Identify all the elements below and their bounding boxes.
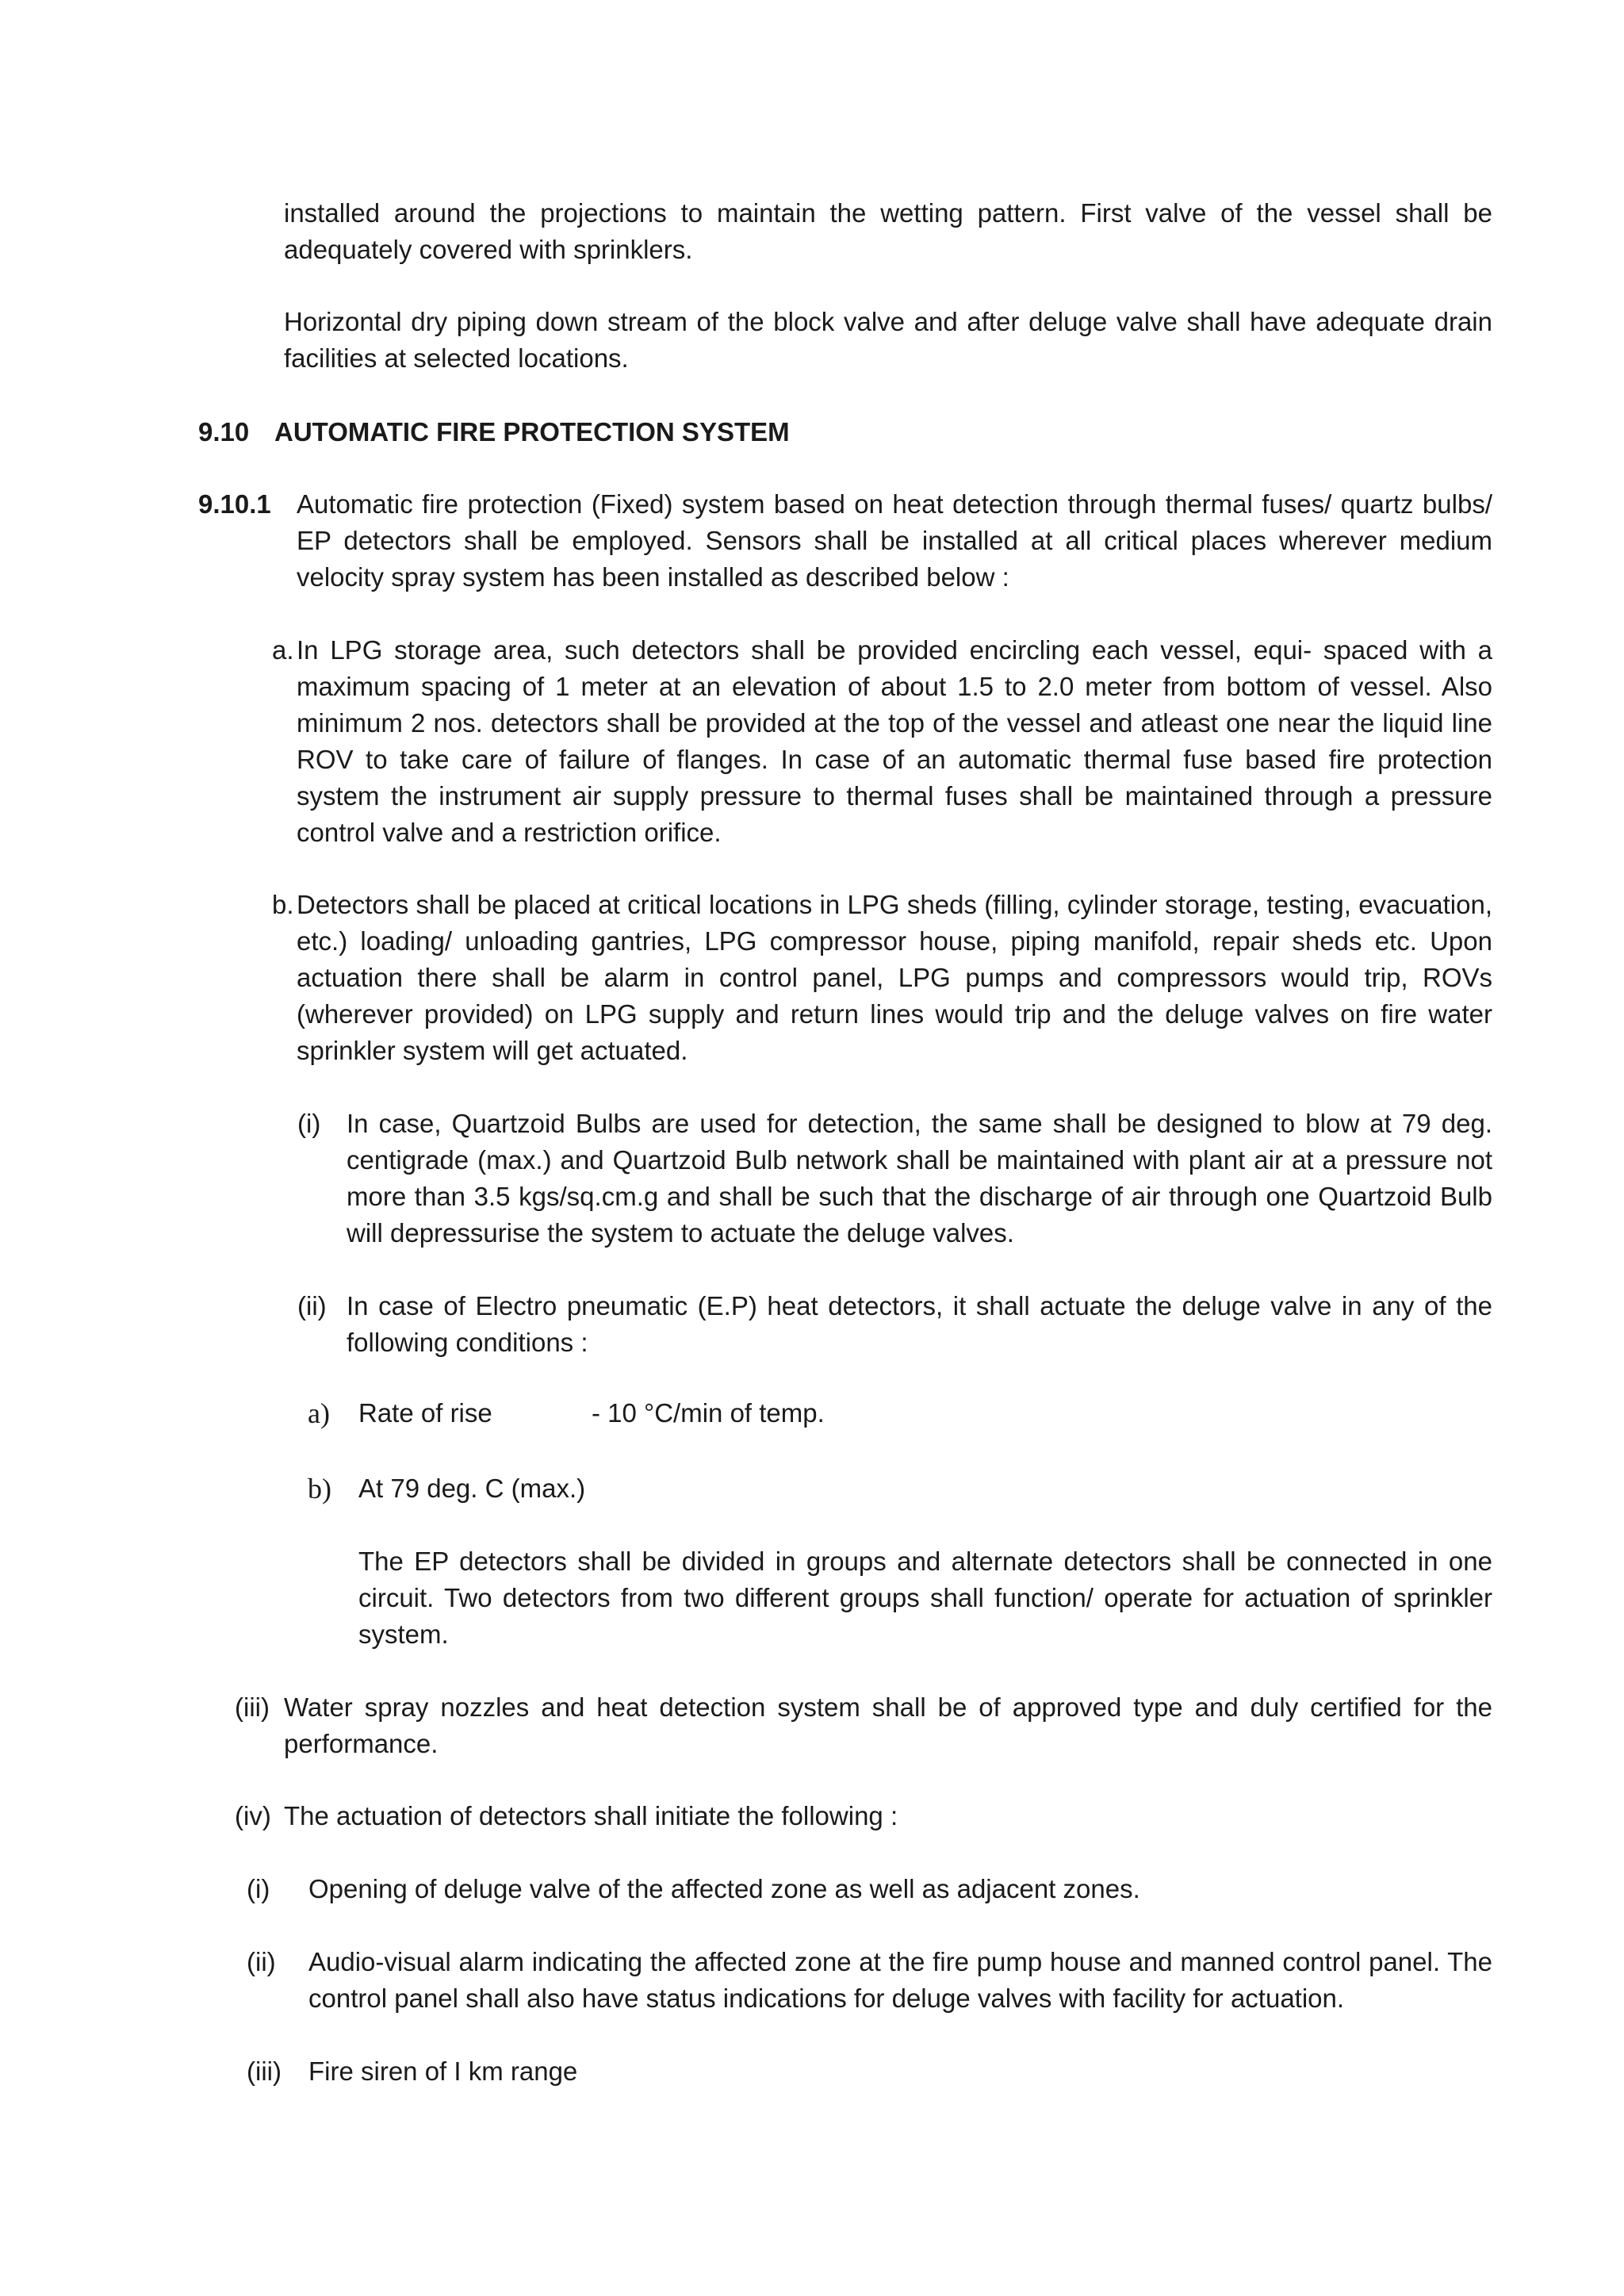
list-item-a <box>272 632 1492 851</box>
list-item-text: In case, Quartzoid Bulbs are used for detection, the same shall be designed to blow at 79 deg. centigrade (max.) and Quartzoid Bulb network shall be maintained with plant air at a pressure not more than 3.5 kgs/sq.cm.g and shall be such that the discharge of air through one Quartzoid Bulb will depressurise the system to actuate the deluge valves. <box>347 1109 1492 1248</box>
sub-item-ii <box>297 1288 1492 1361</box>
sub-item-iii <box>235 1689 1492 1762</box>
clause-text: Automatic fire protection (Fixed) system based on heat detection through thermal fuses/ quartz bulbs/ EP detectors shall be employed. Sensors shall be installed at all critical places wherever medium velocity spray system has been installed as described below : <box>297 489 1492 592</box>
list-marker: (ii) <box>247 1947 276 1976</box>
list-item-text: Fire siren of I km range <box>308 2056 578 2086</box>
action-item-iii <box>247 2053 1492 2090</box>
intro-paragraph-2: Horizontal dry piping down stream of the block valve and after deluge valve shall have adequate drain facilities at selected locations. <box>284 307 1492 373</box>
list-marker: (iii) <box>235 1692 270 1722</box>
section-heading <box>198 414 1492 450</box>
condition-value: - 10 °C/min of temp. <box>592 1398 825 1428</box>
list-item-text: In case of Electro pneumatic (E.P) heat detectors, it shall actuate the deluge valve in any of the following conditions : <box>347 1291 1492 1357</box>
action-item-i <box>247 1871 1492 1907</box>
clause-number: 9.10.1 <box>198 489 271 519</box>
list-marker: a. <box>272 635 294 665</box>
list-item-text: Audio-visual alarm indicating the affected zone at the fire pump house and manned control panel. The control panel shall also have status indications for deluge valves with facility for actuation. <box>308 1947 1492 2013</box>
ep-groups-paragraph: The EP detectors shall be divided in groups and alternate detectors shall be connected in one circuit. Two detectors from two different groups shall function/ operate for actuation of sprinkler system. <box>358 1547 1492 1649</box>
action-item-ii <box>247 1944 1492 2017</box>
section-number: 9.10 <box>198 417 250 447</box>
condition-b <box>308 1470 1492 1507</box>
condition-label: Rate of rise <box>358 1398 492 1428</box>
condition-label: At 79 deg. C (max.) <box>358 1474 586 1503</box>
list-item-text: Opening of deluge valve of the affected zone as well as adjacent zones. <box>308 1874 1140 1903</box>
list-marker: (i) <box>297 1109 321 1138</box>
list-marker: (i) <box>247 1874 270 1903</box>
list-marker: (ii) <box>297 1291 327 1320</box>
list-marker: b. <box>272 890 294 919</box>
list-marker: b) <box>308 1473 331 1504</box>
list-item-text: In LPG storage area, such detectors shall be provided encircling each vessel, equi- spaced with a maximum spacing of 1 meter at an elevation of about 1.5 to 2.0 meter from bottom of vessel. Also minimum 2 nos. detectors shall be provided at the top of the vessel and atleast one near the liquid line ROV to take care of failure of flanges. In case of an automatic thermal fuse based fire protection system the instrument air supply pressure to thermal fuses shall be maintained through a pressure control valve and a restriction orifice. <box>297 635 1492 847</box>
list-item-text: Water spray nozzles and heat detection system shall be of approved type and duly certified for the performance. <box>284 1692 1492 1758</box>
list-marker: (iv) <box>235 1801 271 1830</box>
sub-item-i <box>297 1106 1492 1251</box>
list-item-text: The actuation of detectors shall initiate the following : <box>284 1801 898 1830</box>
list-item-b <box>272 887 1492 1069</box>
intro-paragraph-1: installed around the projections to maintain the wetting pattern. First valve of the vessel shall be adequately covered with sprinklers. <box>284 198 1492 264</box>
clause-9-10-1 <box>198 486 1492 596</box>
condition-a <box>308 1395 1492 1432</box>
list-item-text: Detectors shall be placed at critical locations in LPG sheds (filling, cylinder storage, testing, evacuation, etc.) loading/ unloading gantries, LPG compressor house, piping manifold, repair sheds etc. Upon actuation there shall be alarm in control panel, LPG pumps and compressors would trip, ROVs (wherever provided) on LPG supply and return lines would trip and the deluge valves on fire water sprinkler system will get actuated. <box>297 890 1492 1065</box>
sub-item-iv <box>235 1798 1492 1834</box>
list-marker: a) <box>308 1397 330 1429</box>
section-title: AUTOMATIC FIRE PROTECTION SYSTEM <box>274 417 790 447</box>
list-marker: (iii) <box>247 2056 282 2086</box>
